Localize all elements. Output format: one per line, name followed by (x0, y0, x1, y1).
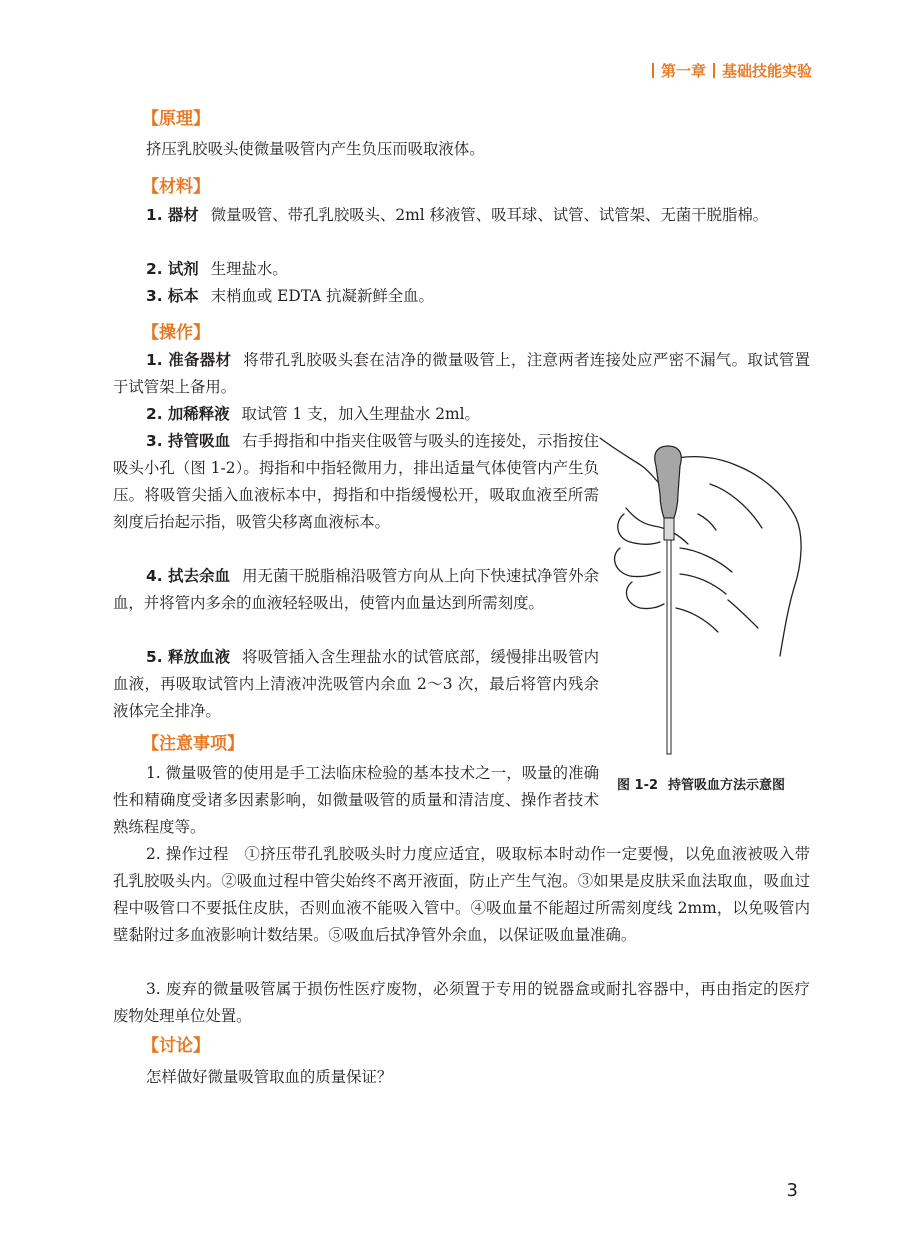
precaution-item: 1. 微量吸管的使用是手工法临床检验的基本技术之一，吸量的准确性和精确度受诸多因素影响，如微量吸管的质量和清洁度、操作者技术熟练程度等。 (113, 764, 599, 836)
header-divider (652, 63, 654, 78)
running-header (645, 60, 812, 81)
heading-materials: 【材料】 (142, 177, 210, 197)
micropipette (667, 540, 671, 754)
hand-holding-pipette-illustration (598, 432, 810, 762)
principle-text: 挤压乳胶吸头使微量吸管内产生负压而吸取液体。 (146, 140, 485, 158)
materials-item-term: 3. 标本 (146, 287, 199, 305)
operation-step-term: 3. 持管吸血 (146, 432, 231, 450)
page-number: 3 (786, 1180, 798, 1201)
operation-step-term: 1. 准备器材 (146, 351, 232, 369)
operation-step-text: 将带孔乳胶吸头套在洁净的微量吸管上，注意两者连接处应严密不漏气。取试管置于试管架上备用。 (113, 351, 810, 396)
figure-caption-text: 持管吸血方法示意图 (668, 778, 786, 793)
materials-item (113, 202, 810, 229)
heading-principle: 【原理】 (142, 109, 210, 129)
heading-operation: 【操作】 (142, 323, 210, 343)
figure-hand-pipette (598, 432, 810, 762)
materials-item-term: 1. 器材 (146, 206, 199, 224)
materials-item-text: 微量吸管、带孔乳胶吸头、2ml 移液管、吸耳球、试管、试管架、无菌干脱脂棉。 (210, 206, 769, 224)
rubber-bulb (655, 446, 682, 518)
operation-step-text: 将吸管插入含生理盐水的试管底部，缓慢排出吸管内血液，再吸取试管内上清液冲洗吸管内余血 2～3 次，最后将管内残余液体完全排净。 (113, 648, 599, 720)
materials-item-term: 2. 试剂 (146, 260, 199, 278)
header-chapter: 第一章 (660, 62, 706, 80)
materials-item (113, 283, 810, 310)
header-section: 基础技能实验 (721, 62, 812, 80)
heading-precautions: 【注意事项】 (142, 734, 244, 754)
materials-item-text: 生理盐水。 (210, 260, 288, 278)
heading-discussion: 【讨论】 (142, 1036, 210, 1056)
materials-item (113, 256, 810, 283)
operation-step (113, 644, 599, 725)
operation-step (113, 563, 599, 617)
precaution-item: 3. 废弃的微量吸管属于损伤性医疗废物，必须置于专用的锐器盒或耐扎容器中，再由指定的医疗废物处理单位处置。 (113, 980, 810, 1025)
operation-step-text: 用无菌干脱脂棉沿吸管方向从上向下快速拭净管外余血，并将管内多余的血液轻轻吸出，使管内血量达到所需刻度。 (113, 567, 599, 612)
header-divider (713, 63, 715, 78)
precaution-item: 2. 操作过程 ①挤压带孔乳胶吸头时力度应适宜，吸取标本时动作一定要慢，以免血液被吸入带孔乳胶吸头内。②吸血过程中管尖始终不离开液面，防止产生气泡。③如果是皮肤采血法取血，吸血过程中吸管口不要抵住皮肤，否则血液不能吸入管中。④吸血量不能超过所需刻度线 2mm，以免吸管内壁黏附过多血液影响计数结果。⑤吸血后拭净管外余血，以保证吸血量准确。 (113, 845, 810, 944)
operation-step (113, 428, 599, 536)
figure-number: 图 1-2 (617, 778, 659, 793)
operation-step (113, 347, 810, 401)
materials-item-text: 末梢血或 EDTA 抗凝新鲜全血。 (210, 287, 434, 305)
discussion-text: 怎样做好微量吸管取血的质量保证？ (146, 1068, 393, 1086)
figure-caption (617, 774, 795, 793)
operation-step (113, 401, 810, 428)
operation-step-text: 取试管 1 支，加入生理盐水 2ml。 (241, 405, 480, 423)
operation-step-term: 4. 拭去余血 (146, 567, 231, 585)
operation-step-term: 5. 释放血液 (146, 648, 231, 666)
operation-step-term: 2. 加稀释液 (146, 405, 230, 423)
operation-step-text: 右手拇指和中指夹住吸管与吸头的连接处，示指按住吸头小孔（图 1-2）。拇指和中指轻微用力，排出适量气体使管内产生负压。将吸管尖插入血液标本中，拇指和中指缓慢松开，吸取血液至所需刻度后抬起示指，吸管尖移离血液标本。 (113, 432, 599, 531)
